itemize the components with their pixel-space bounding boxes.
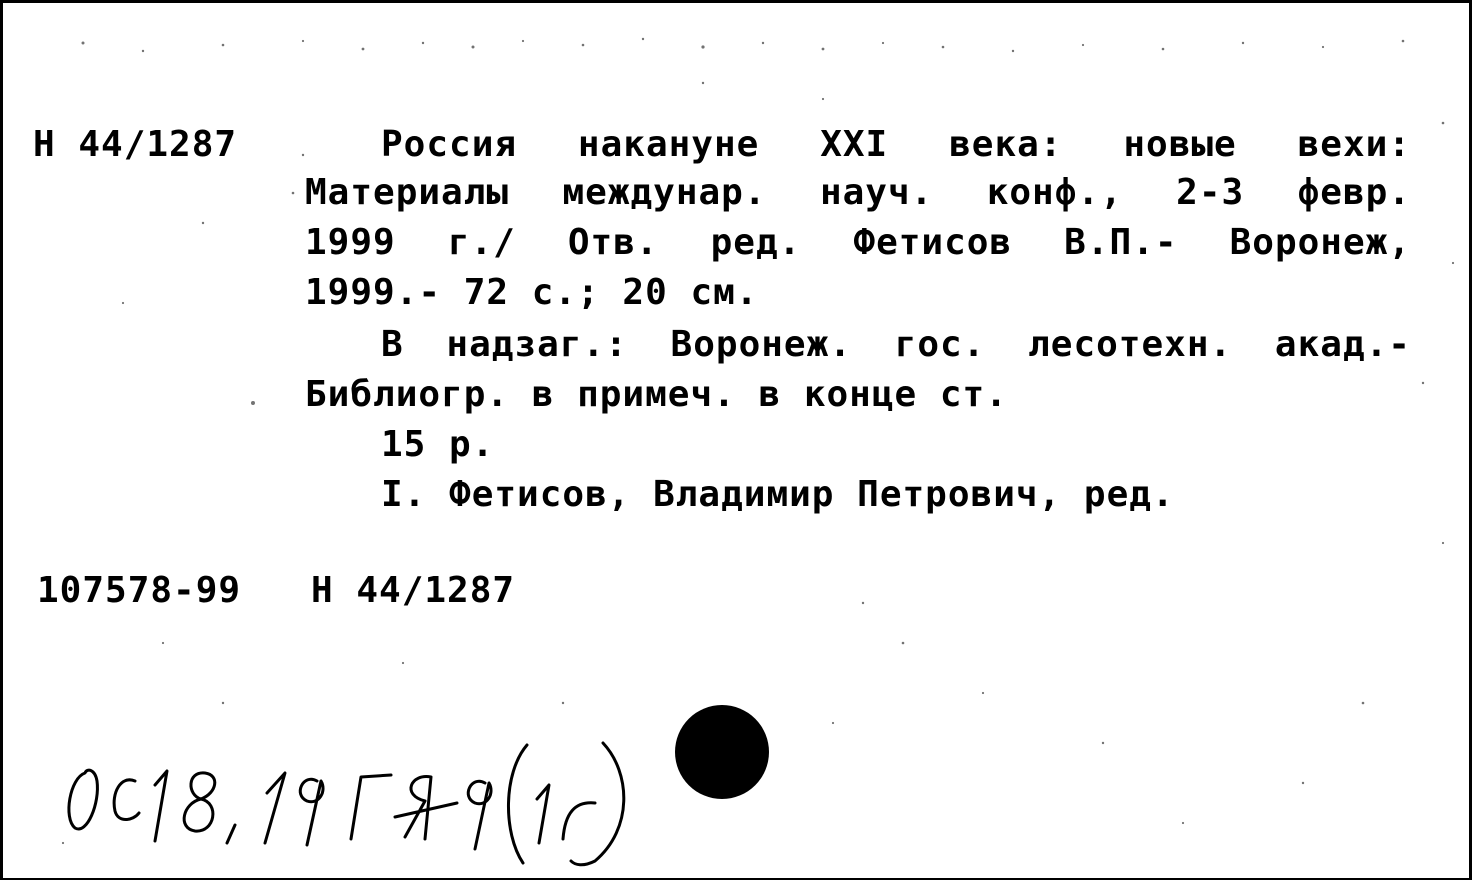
handwritten-code — [55, 733, 665, 873]
price: 15 р. — [381, 424, 495, 465]
imprint-line: 1999.- 72 с.; 20 см. — [305, 272, 759, 313]
title-line-3 — [305, 222, 1411, 263]
note-line — [381, 324, 1411, 365]
title-word: 1999 — [305, 222, 396, 263]
title-word: науч. — [819, 172, 934, 213]
title-word: 2-3 — [1176, 172, 1245, 213]
title-word: февр. — [1297, 172, 1411, 213]
title-line-2 — [305, 172, 1411, 213]
title-word: XXI — [820, 124, 889, 165]
title-word: г./ — [447, 222, 516, 263]
title-word: Материалы — [305, 172, 510, 213]
note-word: В — [381, 324, 404, 365]
title-word: Воронеж, — [1229, 222, 1411, 263]
title-word: Отв. — [567, 222, 659, 263]
inventory-number: 107578-99 — [37, 570, 242, 611]
title-word: века: — [949, 124, 1063, 165]
title-word: накануне — [577, 124, 760, 165]
punch-hole — [675, 705, 769, 799]
title-word: Фетисов — [853, 222, 1013, 263]
note-word: надзаг.: — [446, 324, 628, 365]
title-line-1 — [381, 124, 1411, 165]
title-word: В.П.- — [1064, 222, 1178, 263]
added-entry: I. Фетисов, Владимир Петрович, ред. — [381, 474, 1175, 515]
title-word: Россия — [381, 124, 518, 165]
title-word: вехи: — [1297, 124, 1411, 165]
title-word: междунар. — [562, 172, 767, 213]
note-word: лесотехн. — [1028, 324, 1233, 365]
shelf-mark-repeat: Н 44/1287 — [311, 570, 516, 611]
title-word: конф., — [986, 172, 1123, 213]
title-word: ред. — [710, 222, 802, 263]
note-word: акад.- — [1274, 324, 1411, 365]
note-word: гос. — [894, 324, 986, 365]
bibliography-note: Библиогр. в примеч. в конце ст. — [305, 374, 1008, 415]
shelf-mark: Н 44/1287 — [33, 124, 238, 165]
note-word: Воронеж. — [670, 324, 852, 365]
title-word: новые — [1123, 124, 1237, 165]
